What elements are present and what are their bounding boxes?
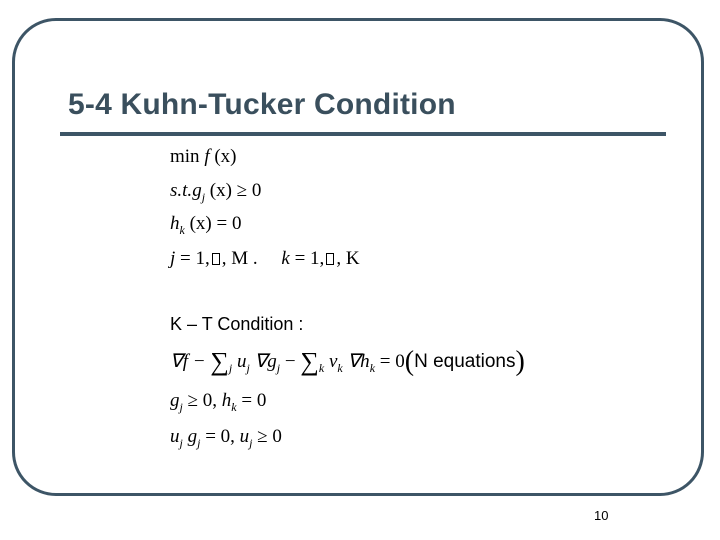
objective-formula: min f (x) (170, 146, 237, 167)
equality-constraint: $h_k$ (x) = 0 (170, 213, 242, 237)
title-underline (60, 132, 666, 136)
inequality-constraint: $s.t.g_j$ (x) ≥ 0 (170, 180, 262, 204)
slide-title: 5-4 Kuhn-Tucker Condition (68, 88, 456, 121)
index-ranges: j = 1, , M . k = 1, , K (170, 248, 360, 269)
stationarity-equation: $\nabla f - \sum_j$ $u_j$ $\nabla g_j - \sum_k$ $v_k$ $\nabla h_k = 0(N$ equations) (170, 346, 525, 377)
page-number: 10 (594, 508, 609, 523)
placeholder-box-icon (326, 253, 334, 265)
kt-condition-heading: K – T Condition : (170, 314, 304, 334)
complementary-slackness: $u_j$ $g_j = 0$, $u_j \ge 0$ (170, 426, 282, 450)
feasibility-conditions: $g_j \ge 0$, $h_k = 0$ (170, 390, 267, 414)
placeholder-box-icon (212, 253, 220, 265)
